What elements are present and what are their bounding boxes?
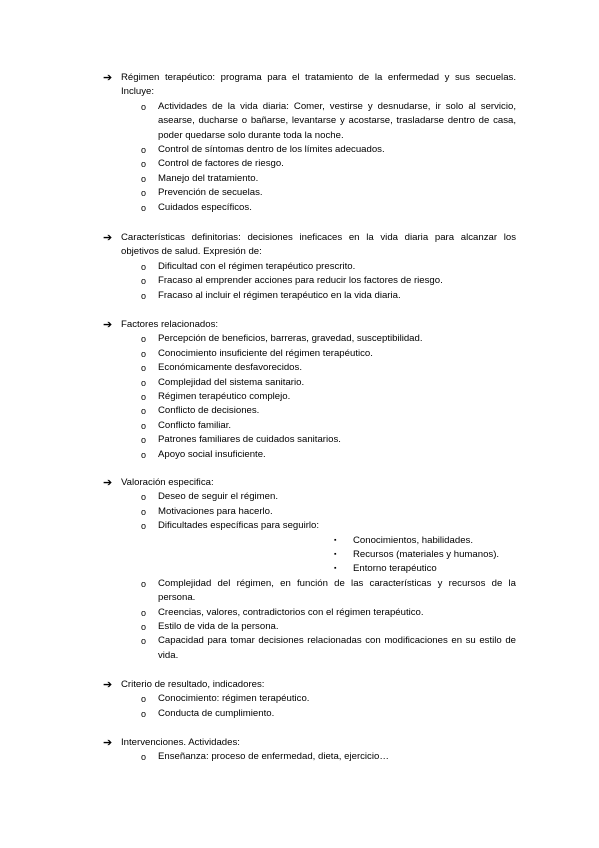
list-item: o Percepción de beneficios, barreras, gravedad, susceptibilidad.	[0, 332, 516, 346]
list-item: o Conocimiento insuficiente del régimen terapéutico.	[0, 347, 516, 361]
list-item: o Complejidad del régimen, en función de las características y recursos de la persona.	[141, 577, 516, 604]
bullet-icon: o	[141, 420, 147, 431]
list-item: o Manejo del tratamiento.	[0, 172, 516, 186]
bullet-icon: o	[141, 607, 147, 618]
bullet-icon: o	[141, 694, 147, 705]
section-heading: Régimen terapéutico: programa para el tratamiento de la enfermedad y sus secuelas. Incluye:	[121, 72, 516, 98]
bullet-icon: o	[141, 435, 147, 446]
square-bullet-icon: ▪	[334, 551, 337, 559]
list-item: o Conocimiento: régimen terapéutico.	[0, 692, 516, 706]
list-item: o Conflicto de decisiones.	[0, 404, 516, 418]
section-heading: Factores relacionados:	[121, 319, 219, 330]
bullet-icon: o	[141, 290, 147, 301]
list-item: o Fracaso al incluir el régimen terapéutico en la vida diaria.	[0, 289, 516, 303]
list-item: o Actividades de la vida diaria: Comer, vestirse y desnudarse, ir solo al servicio, asearse, ducharse o bañarse, levantarse y acostarse, trasladarse dentro de casa, poder quedarse solo durante toda la noche.	[141, 100, 516, 141]
bullet-icon: o	[141, 392, 147, 403]
bullet-icon: o	[141, 622, 147, 633]
bullet-icon: o	[141, 578, 147, 589]
list-item: o Estilo de vida de la persona.	[0, 620, 516, 634]
bullet-icon: o	[141, 261, 147, 272]
list-item: o Control de síntomas dentro de los límites adecuados.	[0, 143, 516, 157]
arrow-icon: ➔	[103, 477, 113, 489]
list-item: o Fracaso al emprender acciones para reducir los factores de riesgo.	[0, 274, 516, 288]
bullet-icon: o	[141, 276, 147, 287]
section-heading: Valoración especifica:	[121, 477, 214, 488]
section-heading: Características definitorias: decisiones ineficaces en la vida diaria para alcanzar los objetivos de salud. Expresión de:	[121, 232, 516, 258]
list-item: o Prevención de secuelas.	[0, 186, 516, 200]
bullet-icon: o	[141, 406, 147, 417]
bullet-icon: o	[141, 752, 147, 763]
list-item: o Económicamente desfavorecidos.	[0, 361, 516, 375]
square-bullet-icon: ▪	[334, 565, 337, 573]
bullet-icon: o	[141, 202, 147, 213]
list-item: o Régimen terapéutico complejo.	[0, 390, 516, 404]
sub-list-item: ▪ Entorno terapéutico	[158, 562, 599, 576]
section-valoracion	[0, 476, 599, 663]
list-item: o Dificultad con el régimen terapéutico prescrito.	[0, 260, 516, 274]
bullet-icon: o	[141, 145, 147, 156]
bullet-icon: o	[141, 363, 147, 374]
list-item: o Control de factores de riesgo.	[0, 157, 516, 171]
arrow-icon: ➔	[103, 232, 113, 244]
bullet-icon: o	[141, 708, 147, 719]
arrow-icon: ➔	[103, 737, 113, 749]
list-item: o Complejidad del sistema sanitario.	[0, 376, 516, 390]
list-item: o Creencias, valores, contradictorios con el régimen terapéutico.	[0, 606, 516, 620]
section-heading: Criterio de resultado, indicadores:	[121, 679, 265, 690]
section-factores	[0, 318, 599, 462]
bullet-icon: o	[141, 521, 147, 532]
list-item: o Dificultades específicas para seguirlo: ▪ Conocimientos, habilidades. ▪ Recursos (materiales y humanos). ▪ Entorno terapéutico	[0, 519, 516, 577]
bullet-icon: o	[141, 101, 147, 112]
list-item: o Conducta de cumplimiento.	[0, 707, 516, 721]
arrow-icon: ➔	[103, 679, 113, 691]
square-bullet-icon: ▪	[334, 536, 337, 544]
list-item: o Cuidados específicos.	[0, 201, 516, 215]
list-item: o Deseo de seguir el régimen.	[0, 490, 516, 504]
list-item: o Motivaciones para hacerlo.	[0, 505, 516, 519]
bullet-icon: o	[141, 636, 147, 647]
bullet-icon: o	[141, 159, 147, 170]
section-regimen	[0, 71, 599, 215]
list-item: o Capacidad para tomar decisiones relacionadas con modificaciones en su estilo de vida.	[141, 635, 516, 661]
bullet-icon: o	[141, 188, 147, 199]
arrow-icon: ➔	[103, 72, 113, 84]
bullet-icon: o	[141, 492, 147, 503]
bullet-icon: o	[141, 449, 147, 460]
bullet-icon: o	[141, 334, 147, 345]
list-item: o Apoyo social insuficiente.	[0, 448, 516, 462]
bullet-icon: o	[141, 506, 147, 517]
list-item: o Patrones familiares de cuidados sanitarios.	[0, 433, 516, 447]
sub-list-item: ▪ Recursos (materiales y humanos).	[158, 548, 599, 562]
bullet-icon: o	[141, 173, 147, 184]
bullet-icon: o	[141, 377, 147, 388]
list-item: o Conflicto familiar.	[0, 419, 516, 433]
section-heading: Intervenciones. Actividades:	[121, 737, 240, 748]
bullet-icon: o	[141, 348, 147, 359]
list-item: o Enseñanza: proceso de enfermedad, dieta, ejercicio…	[0, 750, 516, 764]
arrow-icon: ➔	[103, 319, 113, 331]
sub-list-item: ▪ Conocimientos, habilidades.	[158, 534, 599, 548]
section-intervenciones	[0, 736, 599, 765]
section-caracteristicas	[0, 231, 599, 303]
section-criterio	[0, 678, 599, 721]
